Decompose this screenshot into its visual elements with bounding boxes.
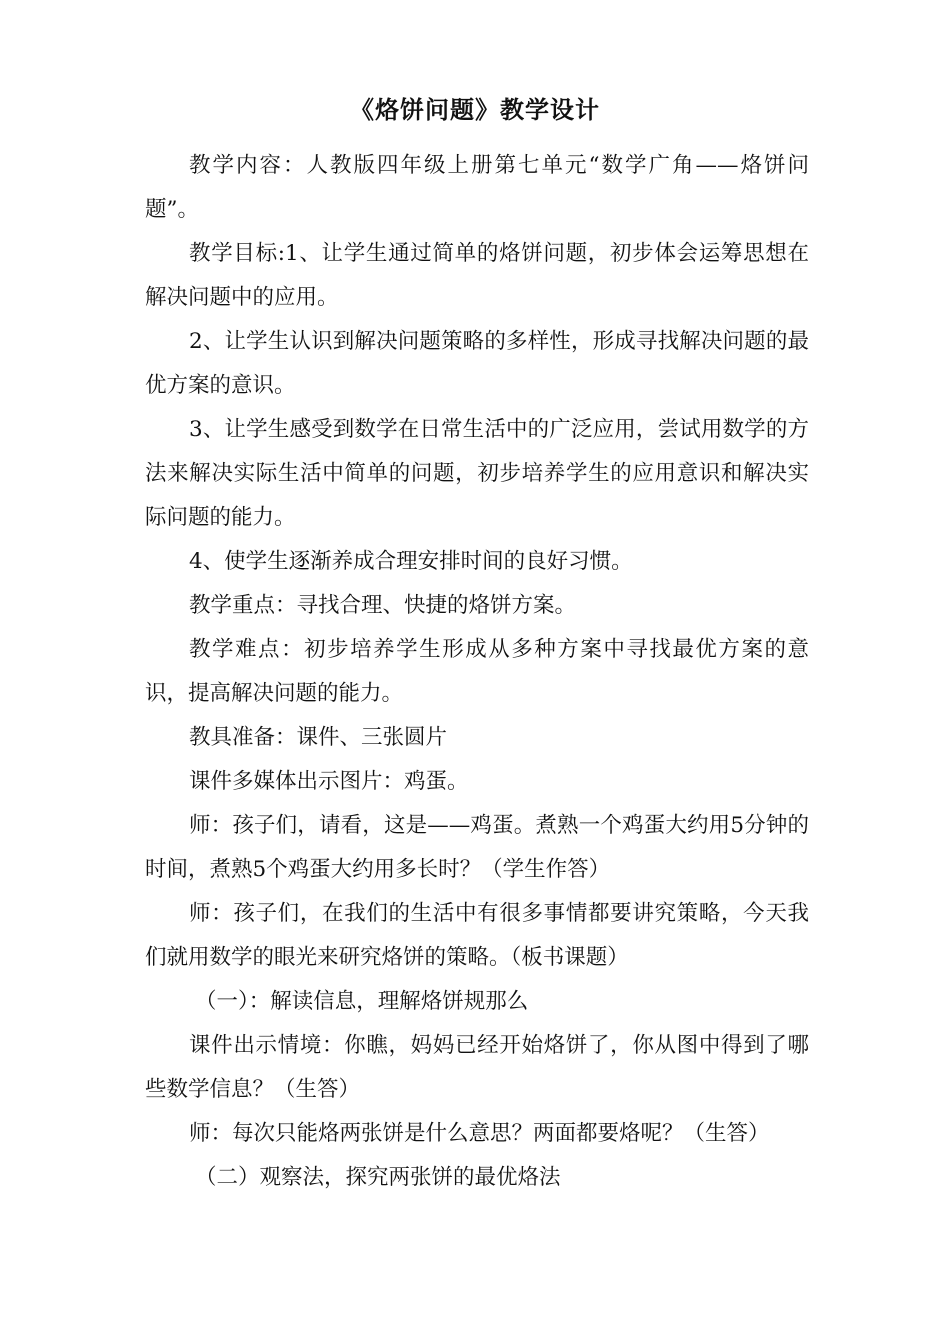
document-title: 《烙饼问题》教学设计 [350, 95, 600, 124]
paragraph-scenario: 课件出示情境：你瞧，妈妈已经开始烙饼了，你从图中得到了哪些数学信息？（生答） [145, 1033, 809, 1102]
paragraph-materials: 教具准备：课件、三张圆片 [189, 725, 448, 750]
paragraph-teacher-strategy: 师：孩子们，在我们的生活中有很多事情都要讲究策略，今天我们就用数学的眼光来研究烙饼的策略。（板书课题） [145, 901, 809, 970]
paragraph-teaching-goal-4: 4、使学生逐渐养成合理安排时间的良好习惯。 [189, 549, 633, 574]
paragraph-multimedia: 课件多媒体出示图片：鸡蛋。 [189, 769, 469, 794]
document-body [145, 144, 809, 1200]
paragraph-teaching-goal-1: 教学目标:1、让学生通过简单的烙饼问题，初步体会运筹思想在解决问题中的应用。 [145, 241, 809, 310]
paragraph-difficulty: 教学难点：初步培养学生形成从多种方案中寻找最优方案的意识，提高解决问题的能力。 [145, 637, 809, 706]
section-heading-2: （二）观察法，探究两张饼的最优烙法 [195, 1165, 561, 1190]
paragraph-teacher-question: 师：每次只能烙两张饼是什么意思？两面都要烙呢？（生答） [189, 1121, 770, 1146]
paragraph-teacher-eggs: 师：孩子们，请看，这是——鸡蛋。煮熟一个鸡蛋大约用5分钟的时间，煮熟5个鸡蛋大约用多长时？（学生作答） [145, 813, 809, 882]
paragraph-key-point: 教学重点：寻找合理、快捷的烙饼方案。 [189, 593, 577, 618]
paragraph-teaching-content: 教学内容：人教版四年级上册第七单元“数学广角——烙饼问题”。 [145, 153, 809, 222]
paragraph-teaching-goal-3: 3、让学生感受到数学在日常生活中的广泛应用，尝试用数学的方法来解决实际生活中简单的问题，初步培养学生的应用意识和解决实际问题的能力。 [145, 417, 809, 530]
paragraph-teaching-goal-2: 2、让学生认识到解决问题策略的多样性，形成寻找解决问题的最优方案的意识。 [145, 329, 809, 398]
section-heading-1: （一）：解读信息，理解烙饼规那么 [195, 989, 529, 1014]
